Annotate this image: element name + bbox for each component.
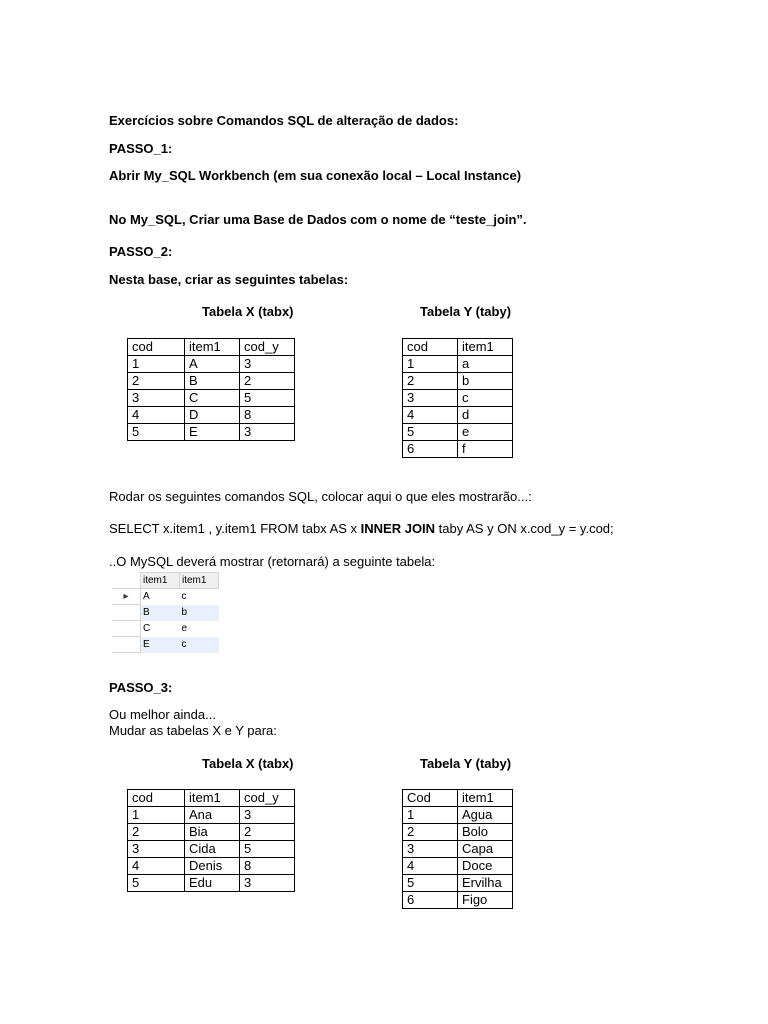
row-pointer-icon: ▸ bbox=[112, 589, 141, 605]
table-cell: e bbox=[458, 424, 513, 441]
passo3-line-1: Ou melhor ainda... bbox=[109, 707, 216, 722]
table-cell: 5 bbox=[403, 424, 458, 441]
result-row[interactable] bbox=[112, 621, 219, 637]
result-cell: b bbox=[180, 605, 219, 621]
table-cell: 1 bbox=[128, 356, 185, 373]
header-cell: cod bbox=[128, 790, 185, 807]
row-selector-header bbox=[112, 573, 141, 589]
passo2-table-y bbox=[402, 338, 513, 458]
table-row bbox=[403, 858, 513, 875]
sql-command bbox=[109, 521, 614, 536]
row-selector bbox=[112, 621, 141, 637]
passo3-table-y-title: Tabela Y (taby) bbox=[420, 756, 512, 771]
result-cell: c bbox=[180, 637, 219, 653]
table-row bbox=[403, 356, 513, 373]
table-row bbox=[128, 841, 295, 858]
table-cell: 3 bbox=[128, 841, 185, 858]
result-table bbox=[112, 572, 219, 653]
table-cell: 1 bbox=[128, 807, 185, 824]
table-cell: 4 bbox=[128, 407, 185, 424]
result-cell: A bbox=[141, 589, 180, 605]
table-cell: 2 bbox=[240, 824, 295, 841]
result-cell: C bbox=[141, 621, 180, 637]
table-row bbox=[403, 841, 513, 858]
sql-command-part-2: taby AS y ON x.cod_y = y.cod; bbox=[435, 521, 614, 536]
table-cell: 1 bbox=[403, 356, 458, 373]
table-cell: Capa bbox=[458, 841, 513, 858]
table-cell: Doce bbox=[458, 858, 513, 875]
table-cell: 5 bbox=[240, 841, 295, 858]
table-cell: 3 bbox=[240, 424, 295, 441]
passo3-table-y bbox=[402, 789, 513, 909]
table-cell: A bbox=[185, 356, 240, 373]
table-row bbox=[128, 407, 295, 424]
table-row bbox=[403, 373, 513, 390]
result-header-cell: item1 bbox=[141, 573, 180, 589]
header-cell: item1 bbox=[185, 790, 240, 807]
table-row bbox=[403, 424, 513, 441]
result-row[interactable] bbox=[112, 637, 219, 653]
row-selector bbox=[112, 605, 141, 621]
table-row bbox=[403, 875, 513, 892]
table-cell: 3 bbox=[240, 807, 295, 824]
table-cell: Bolo bbox=[458, 824, 513, 841]
header-cell: cod_y bbox=[240, 790, 295, 807]
table-row bbox=[128, 356, 295, 373]
result-row[interactable] bbox=[112, 589, 219, 605]
result-header-cell: item1 bbox=[180, 573, 219, 589]
header-cell: item1 bbox=[185, 339, 240, 356]
table-cell: 2 bbox=[128, 373, 185, 390]
passo3-line-2: Mudar as tabelas X e Y para: bbox=[109, 723, 277, 738]
header-cell: cod bbox=[403, 339, 458, 356]
passo2-table-y-title: Tabela Y (taby) bbox=[420, 304, 512, 319]
result-cell: E bbox=[141, 637, 180, 653]
table-row bbox=[128, 807, 295, 824]
table-cell: 5 bbox=[403, 875, 458, 892]
header-cell: item1 bbox=[458, 790, 513, 807]
table-cell: 8 bbox=[240, 858, 295, 875]
passo1-instruction-1: Abrir My_SQL Workbench (em sua conexão local – Local Instance) bbox=[109, 168, 522, 183]
passo2-table-x bbox=[127, 338, 295, 441]
table-cell: 3 bbox=[403, 390, 458, 407]
table-cell: 5 bbox=[128, 424, 185, 441]
passo2-table-x-title: Tabela X (tabx) bbox=[202, 304, 294, 319]
table-cell: 3 bbox=[403, 841, 458, 858]
table-cell: 6 bbox=[403, 892, 458, 909]
result-row[interactable] bbox=[112, 605, 219, 621]
table-cell: 8 bbox=[240, 407, 295, 424]
table-cell: Ervilha bbox=[458, 875, 513, 892]
table-cell: Bia bbox=[185, 824, 240, 841]
table-cell: d bbox=[458, 407, 513, 424]
header-cell: Cod bbox=[403, 790, 458, 807]
table-cell: B bbox=[185, 373, 240, 390]
passo3-table-x bbox=[127, 789, 295, 892]
table-row bbox=[403, 407, 513, 424]
header-cell: cod bbox=[128, 339, 185, 356]
result-cell: e bbox=[180, 621, 219, 637]
table-cell: D bbox=[185, 407, 240, 424]
table-cell: E bbox=[185, 424, 240, 441]
table-row bbox=[128, 858, 295, 875]
table-row bbox=[403, 390, 513, 407]
table-cell: 3 bbox=[240, 356, 295, 373]
table-cell: Edu bbox=[185, 875, 240, 892]
table-row bbox=[403, 824, 513, 841]
table-header-row bbox=[128, 790, 295, 807]
table-row bbox=[128, 390, 295, 407]
table-cell: 5 bbox=[240, 390, 295, 407]
table-cell: Figo bbox=[458, 892, 513, 909]
passo3-heading: PASSO_3: bbox=[109, 680, 173, 695]
table-cell: 2 bbox=[403, 373, 458, 390]
table-cell: b bbox=[458, 373, 513, 390]
table-cell: 6 bbox=[403, 441, 458, 458]
row-selector bbox=[112, 637, 141, 653]
table-row bbox=[128, 824, 295, 841]
sql-inner-join-keyword: INNER JOIN bbox=[360, 521, 436, 536]
passo2-heading: PASSO_2: bbox=[109, 244, 173, 259]
table-cell: 2 bbox=[403, 824, 458, 841]
document-title: Exercícios sobre Comandos SQL de alteração de dados: bbox=[109, 113, 459, 128]
result-cell: B bbox=[141, 605, 180, 621]
table-row bbox=[128, 424, 295, 441]
header-cell: cod_y bbox=[240, 339, 295, 356]
table-cell: 4 bbox=[403, 407, 458, 424]
table-header-row bbox=[403, 339, 513, 356]
result-header-row bbox=[112, 573, 219, 589]
result-intro-text: ..O MySQL deverá mostrar (retornará) a seguinte tabela: bbox=[109, 554, 436, 569]
table-cell: a bbox=[458, 356, 513, 373]
table-cell: Cida bbox=[185, 841, 240, 858]
passo1-instruction-2: No My_SQL, Criar uma Base de Dados com o nome de “teste_join”. bbox=[109, 212, 527, 227]
table-cell: f bbox=[458, 441, 513, 458]
run-commands-text: Rodar os seguintes comandos SQL, colocar aqui o que eles mostrarão...: bbox=[109, 489, 532, 504]
result-cell: c bbox=[180, 589, 219, 605]
table-cell: 2 bbox=[240, 373, 295, 390]
table-header-row bbox=[128, 339, 295, 356]
table-cell: Ana bbox=[185, 807, 240, 824]
table-row bbox=[403, 441, 513, 458]
table-cell: 5 bbox=[128, 875, 185, 892]
table-header-row bbox=[403, 790, 513, 807]
table-cell: Denis bbox=[185, 858, 240, 875]
table-cell: Agua bbox=[458, 807, 513, 824]
passo2-intro: Nesta base, criar as seguintes tabelas: bbox=[109, 272, 349, 287]
table-cell: 4 bbox=[128, 858, 185, 875]
table-row bbox=[403, 807, 513, 824]
sql-command-part-1: SELECT x.item1 , y.item1 FROM tabx AS x bbox=[109, 521, 361, 536]
passo1-heading: PASSO_1: bbox=[109, 141, 173, 156]
query-result-grid bbox=[112, 572, 222, 655]
table-cell: 2 bbox=[128, 824, 185, 841]
table-row bbox=[128, 875, 295, 892]
table-cell: C bbox=[185, 390, 240, 407]
header-cell: item1 bbox=[458, 339, 513, 356]
table-cell: c bbox=[458, 390, 513, 407]
table-cell: 1 bbox=[403, 807, 458, 824]
table-row bbox=[128, 373, 295, 390]
table-cell: 4 bbox=[403, 858, 458, 875]
passo3-table-x-title: Tabela X (tabx) bbox=[202, 756, 294, 771]
table-row bbox=[403, 892, 513, 909]
table-cell: 3 bbox=[128, 390, 185, 407]
table-cell: 3 bbox=[240, 875, 295, 892]
